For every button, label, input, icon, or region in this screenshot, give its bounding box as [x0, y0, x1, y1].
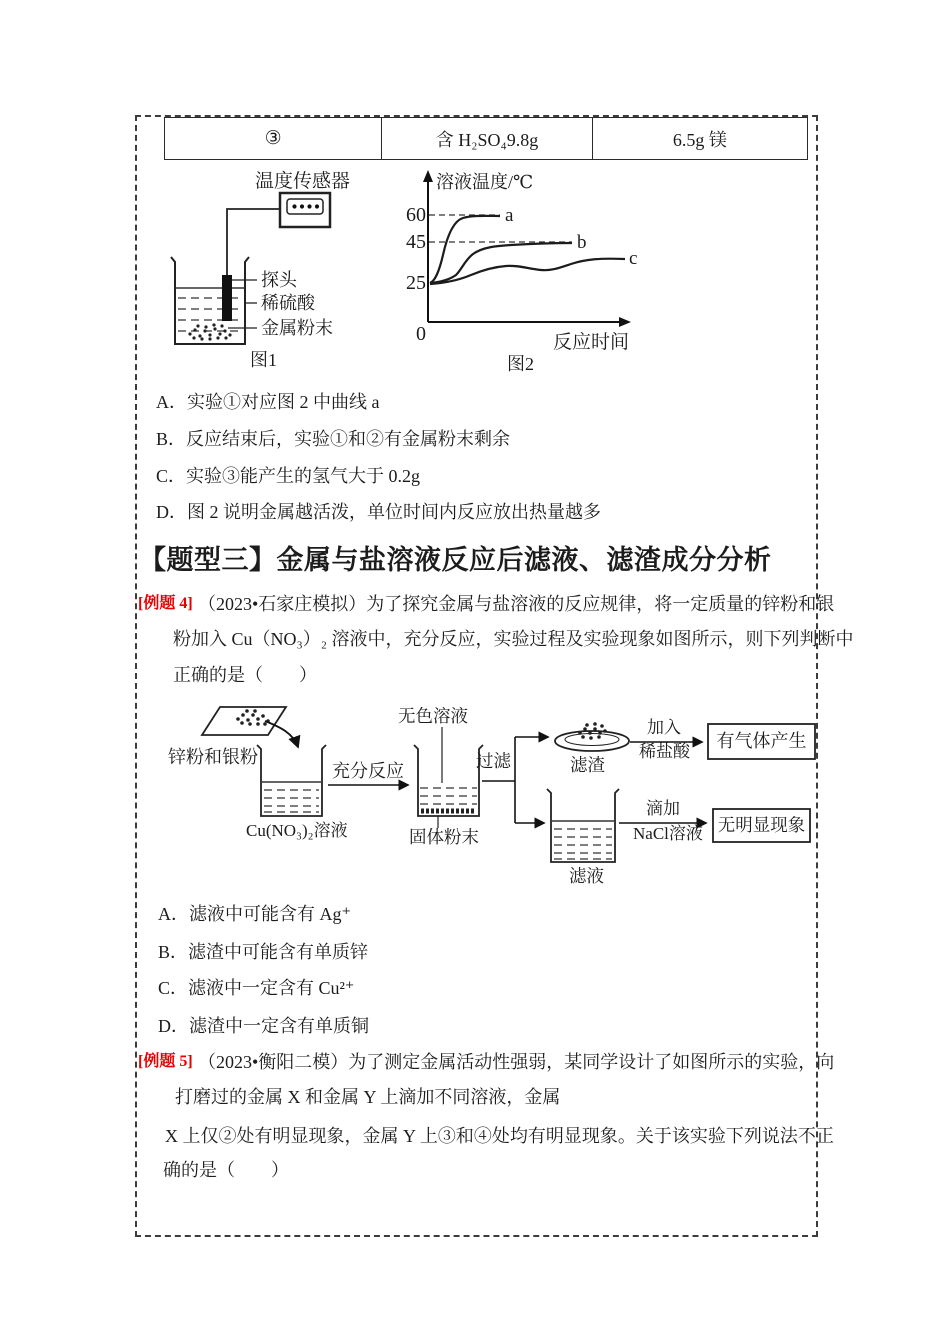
curve-b-label: b — [577, 232, 587, 253]
full-reaction-label: 充分反应 — [332, 761, 404, 781]
example4-line1: （2023•石家庄模拟）为了探究金属与盐溶液的反应规律，将一定质量的锌粉和银 — [198, 594, 835, 614]
example5-line4: 确的是（ ） — [163, 1160, 289, 1180]
curve-b — [430, 243, 572, 283]
no-change-result-label: 无明显现象 — [717, 815, 806, 835]
q3-option-b: B．反应结束后，实验①和②有金属粉末剩余 — [156, 429, 511, 449]
temperature-sensor-label: 温度传感器 — [255, 171, 351, 192]
tray-powder-dots — [236, 709, 270, 726]
q3-option-c: C．实验③能产生的氢气大于 0.2g — [156, 466, 421, 486]
dilute-acid-label: 稀硫酸 — [261, 293, 315, 313]
dilute-hcl-label: 稀盐酸 — [639, 742, 690, 761]
ytick-60: 60 — [406, 204, 426, 226]
probe-label: 探头 — [261, 270, 297, 290]
beaker1-outline — [257, 745, 326, 816]
figure1-apparatus — [170, 168, 400, 380]
nacl-solution-label: NaCl溶液 — [633, 824, 703, 843]
ex4-option-a: A．滤液中可能含有 Ag⁺ — [158, 904, 351, 924]
cuno3-solution-label: Cu(NO₃)₂溶液 — [246, 821, 348, 840]
filtrate-label: 滤液 — [569, 866, 604, 886]
example4-line2: 粉加入 Cu（NO₃）₂ 溶液中，充分反应，实验过程及实验现象如图所示，则下列判断中 — [173, 629, 854, 649]
example4-tag: [例题 4] — [138, 595, 193, 612]
example5-line2: 打磨过的金属 X 和金属 Y 上滴加不同溶液，金属 — [175, 1087, 561, 1107]
add-label: 加入 — [647, 718, 681, 737]
pour-arrow — [265, 721, 298, 747]
x-axis-label: 反应时间 — [553, 332, 630, 353]
table-cell-experiment-number: ③ — [264, 128, 282, 149]
q3-option-d: D．图 2 说明金属越活泼，单位时间内反应放出热量越多 — [156, 502, 601, 522]
filter-label: 过滤 — [476, 751, 511, 771]
powder-tray — [202, 707, 286, 735]
figure2-caption: 图2 — [507, 354, 534, 374]
example5-tag: [例题 5] — [138, 1053, 193, 1070]
curve-a — [430, 216, 500, 283]
beaker2-outline — [414, 745, 483, 816]
beaker3-liquid — [552, 821, 614, 859]
beaker1-liquid — [262, 782, 321, 812]
example4-line3: 正确的是（ ） — [173, 665, 317, 685]
probe-rod — [222, 275, 232, 321]
example4-flow-diagram — [150, 695, 822, 893]
y-axis-label: 溶液温度/℃ — [436, 172, 534, 192]
x-axis-arrow — [619, 317, 631, 327]
q3-option-a: A．实验①对应图 2 中曲线 a — [156, 392, 380, 412]
ex4-option-c: C．滤液中一定含有 Cu²⁺ — [158, 978, 355, 998]
origin-label: 0 — [416, 323, 426, 345]
table-cell-acid-amount: 含 H₂SO₄9.8g — [381, 118, 591, 159]
section-header: 【题型三】金属与盐溶液反应后滤液、滤渣成分分析 — [139, 545, 772, 575]
leader-lines — [228, 280, 257, 328]
metal-powder-dots — [188, 323, 231, 340]
solid-powder-label: 固体粉末 — [409, 827, 479, 847]
figure1-caption: 图1 — [250, 350, 277, 370]
example5-line1: （2023•衡阳二模）为了测定金属活动性强弱，某同学设计了如图所示的实验，向 — [198, 1052, 835, 1072]
ex4-option-b: B．滤渣中可能含有单质锌 — [158, 942, 369, 962]
table-cell-metal-amount: 6.5g 镁 — [592, 118, 807, 159]
curve-c-label: c — [629, 248, 638, 269]
curve-a-label: a — [505, 205, 514, 226]
ex4-option-d: D．滤渣中一定含有单质铜 — [158, 1016, 369, 1036]
ytick-45: 45 — [406, 231, 426, 253]
temperature-sensor-box — [280, 193, 330, 227]
beaker3-outline — [547, 789, 619, 862]
figure2-chart — [400, 168, 645, 380]
ytick-25: 25 — [406, 272, 426, 294]
gas-result-label: 有气体产生 — [716, 731, 807, 751]
zinc-silver-powder-label: 锌粉和银粉 — [168, 747, 258, 767]
example5-line3: X 上仅②处有明显现象，金属 Y 上③和④处均有明显现象。关于该实验下列说法不正 — [165, 1126, 834, 1146]
liquid-dashes — [175, 288, 245, 331]
beaker2-liquid — [420, 788, 477, 811]
metal-powder-label: 金属粉末 — [261, 318, 333, 338]
drop-label: 滴加 — [646, 799, 680, 818]
filter-branch-lines — [482, 737, 548, 823]
colorless-solution-label: 无色溶液 — [398, 706, 468, 726]
residue-label: 滤渣 — [570, 755, 605, 775]
experiment-table-row — [164, 117, 808, 160]
sensor-wire — [227, 209, 280, 275]
y-axis-arrow — [423, 170, 433, 182]
